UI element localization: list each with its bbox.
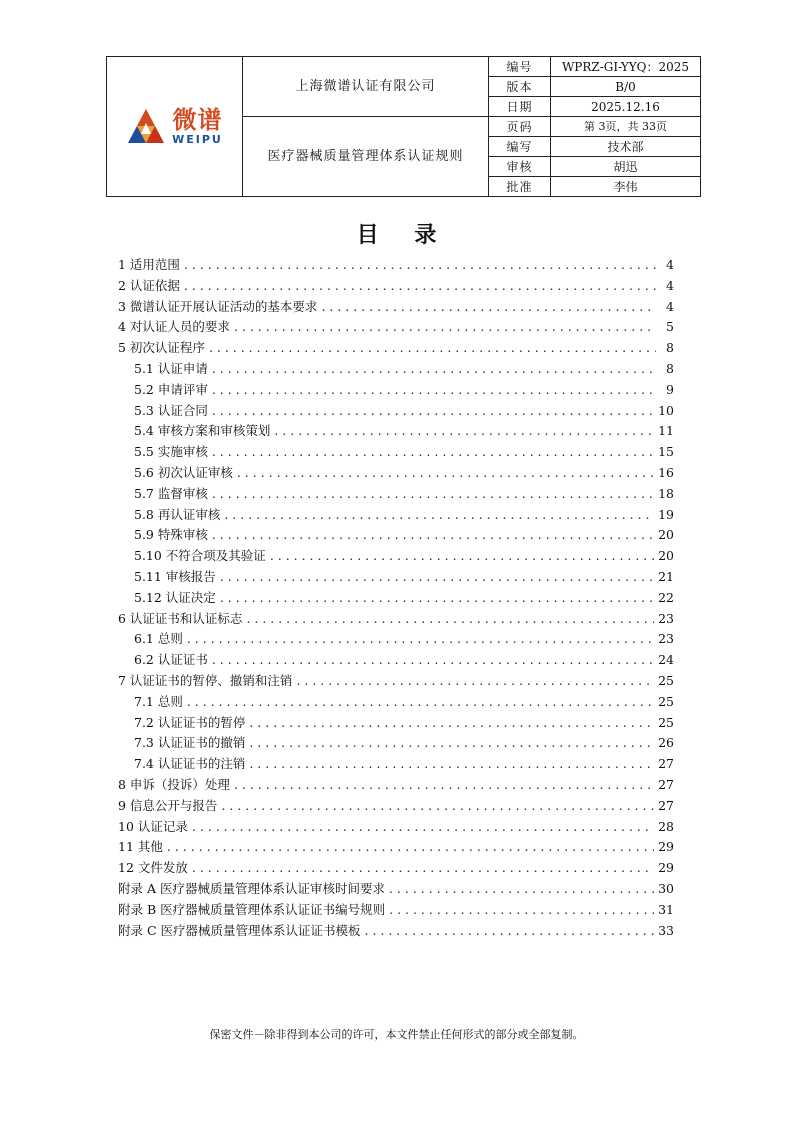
toc-entry-label: 5.1 认证申请	[134, 360, 208, 376]
toc-entry-page: 25	[658, 672, 674, 688]
toc-entry-page: 25	[658, 693, 674, 709]
toc-entry-page: 24	[658, 652, 674, 668]
toc-entry[interactable]	[118, 297, 674, 318]
table-of-contents	[118, 255, 674, 941]
toc-entry-label: 5.8 再认证审核	[134, 506, 221, 522]
toc-entry-label: 6.1 总则	[134, 631, 183, 647]
toc-dot-leader	[249, 756, 654, 771]
toc-entry[interactable]	[118, 276, 674, 297]
toc-dot-leader	[365, 923, 655, 938]
toc-dot-leader	[212, 403, 654, 418]
toc-entry-label: 11 其他	[118, 839, 163, 855]
toc-entry-page: 18	[658, 485, 674, 501]
logo-english-text: WEIPU	[172, 133, 223, 146]
field-label-author: 编写	[489, 137, 551, 157]
toc-entry-label: 8 申诉（投诉）处理	[118, 776, 230, 792]
toc-entry-page: 29	[658, 860, 674, 876]
toc-dot-leader	[389, 881, 654, 896]
toc-entry-page: 20	[658, 548, 674, 564]
toc-dot-leader	[212, 382, 656, 397]
logo-chinese-text: 微谱	[172, 106, 223, 134]
toc-entry-page: 27	[658, 797, 674, 813]
confidentiality-footer: 保密文件－除非得到本公司的许可，本文件禁止任何形式的部分或全部复制。	[209, 1028, 584, 1041]
toc-entry[interactable]	[118, 359, 674, 380]
toc-entry[interactable]	[118, 858, 674, 879]
toc-dot-leader	[220, 590, 654, 605]
toc-entry[interactable]	[118, 505, 674, 526]
field-label-date: 日期	[489, 97, 551, 117]
field-label-number: 编号	[489, 57, 551, 77]
toc-entry[interactable]	[118, 921, 674, 942]
toc-entry-page: 25	[658, 714, 674, 730]
toc-entry[interactable]	[118, 567, 674, 588]
toc-entry-page: 22	[658, 589, 674, 605]
toc-dot-leader	[184, 278, 656, 293]
toc-entry-label: 4 对认证人员的要求	[118, 319, 230, 335]
toc-dot-leader	[212, 486, 654, 501]
toc-entry[interactable]	[118, 817, 674, 838]
toc-dot-leader	[237, 465, 654, 480]
toc-dot-leader	[184, 257, 656, 272]
toc-entry-page: 23	[658, 610, 674, 626]
toc-entry[interactable]	[118, 338, 674, 359]
toc-entry[interactable]	[118, 546, 674, 567]
toc-entry-label: 附录 C 医疗器械质量管理体系认证证书模板	[118, 922, 361, 938]
toc-dot-leader	[249, 735, 654, 750]
toc-dot-leader	[234, 777, 654, 792]
toc-entry-label: 7.3 认证证书的撤销	[134, 735, 246, 751]
toc-entry-page: 16	[658, 464, 674, 480]
toc-entry[interactable]	[118, 442, 674, 463]
toc-dot-leader	[212, 527, 654, 542]
toc-dot-leader	[220, 569, 654, 584]
toc-dot-leader	[270, 548, 654, 563]
toc-entry-page: 4	[666, 298, 674, 314]
toc-entry-page: 31	[658, 901, 674, 917]
toc-entry-page: 23	[658, 631, 674, 647]
toc-dot-leader	[187, 694, 654, 709]
company-logo	[107, 107, 242, 147]
logo-cell	[107, 57, 243, 197]
toc-dot-leader	[212, 444, 654, 459]
toc-entry-label: 7 认证证书的暂停、撤销和注销	[118, 672, 293, 688]
toc-dot-leader	[192, 860, 654, 875]
toc-entry[interactable]	[118, 317, 674, 338]
toc-entry-label: 1 适用范围	[118, 257, 180, 272]
toc-entry-label: 7.4 认证证书的注销	[134, 756, 246, 772]
toc-dot-leader	[296, 673, 654, 688]
toc-entry-label: 5 初次认证程序	[118, 340, 205, 356]
toc-entry-label: 2 认证依据	[118, 277, 180, 293]
document-header-table	[106, 56, 701, 197]
toc-entry-page: 15	[658, 444, 674, 460]
toc-entry[interactable]	[118, 692, 674, 713]
toc-entry-page: 11	[658, 423, 674, 439]
toc-entry-label: 9 信息公开与报告	[118, 797, 218, 813]
toc-entry[interactable]	[118, 900, 674, 921]
toc-entry[interactable]	[118, 609, 674, 630]
toc-entry-page: 33	[658, 922, 674, 938]
toc-entry[interactable]	[118, 463, 674, 484]
company-name: 上海微谱认证有限公司	[243, 57, 489, 117]
toc-dot-leader	[209, 340, 656, 355]
toc-entry[interactable]	[118, 484, 674, 505]
toc-entry[interactable]	[118, 401, 674, 422]
toc-dot-leader	[192, 819, 654, 834]
toc-dot-leader	[187, 631, 654, 646]
field-label-approver: 批准	[489, 177, 551, 197]
toc-entry[interactable]	[118, 837, 674, 858]
toc-entry-label: 6.2 认证证书	[134, 652, 208, 668]
toc-entry[interactable]	[118, 421, 674, 442]
field-value-date: 2025.12.16	[551, 97, 701, 117]
toc-entry[interactable]	[118, 733, 674, 754]
toc-entry-page: 5	[666, 319, 674, 335]
toc-entry[interactable]	[118, 255, 674, 276]
toc-entry[interactable]	[118, 713, 674, 734]
toc-entry[interactable]	[118, 775, 674, 796]
toc-dot-leader	[389, 902, 654, 917]
toc-entry-page: 8	[666, 340, 674, 356]
toc-title: 目 录	[356, 223, 451, 248]
weipu-triangle-logo-icon	[126, 107, 166, 147]
toc-entry-label: 7.2 认证证书的暂停	[134, 714, 246, 730]
toc-entry-page: 30	[658, 880, 674, 896]
toc-entry-page: 28	[658, 818, 674, 834]
toc-dot-leader	[321, 299, 656, 314]
toc-entry-label: 3 微谱认证开展认证活动的基本要求	[118, 298, 318, 314]
toc-entry-label: 附录 A 医疗器械质量管理体系认证审核时间要求	[118, 880, 385, 896]
toc-entry[interactable]	[118, 525, 674, 546]
toc-entry-page: 10	[658, 402, 674, 418]
toc-entry-label: 7.1 总则	[134, 693, 183, 709]
toc-entry-page: 27	[658, 756, 674, 772]
toc-entry-page: 19	[658, 506, 674, 522]
toc-entry-label: 5.4 审核方案和审核策划	[134, 423, 271, 439]
toc-entry-label: 12 文件发放	[118, 860, 188, 876]
toc-entry-page: 26	[658, 735, 674, 751]
toc-entry-label: 5.7 监督审核	[134, 485, 208, 501]
toc-dot-leader	[221, 798, 654, 813]
toc-entry-label: 10 认证记录	[118, 818, 188, 834]
toc-entry-page: 27	[658, 776, 674, 792]
field-value-version: B/0	[551, 77, 701, 97]
toc-dot-leader	[212, 361, 656, 376]
field-label-version: 版本	[489, 77, 551, 97]
toc-entry-label: 5.6 初次认证审核	[134, 464, 233, 480]
toc-dot-leader	[246, 611, 654, 626]
toc-entry-label: 6 认证证书和认证标志	[118, 610, 243, 626]
toc-entry[interactable]	[118, 380, 674, 401]
toc-dot-leader	[234, 319, 656, 334]
toc-entry[interactable]	[118, 650, 674, 671]
toc-entry-label: 附录 B 医疗器械质量管理体系认证证书编号规则	[118, 901, 386, 917]
document-title: 医疗器械质量管理体系认证规则	[243, 117, 489, 197]
toc-entry-label: 5.11 审核报告	[134, 568, 216, 584]
field-value-author: 技术部	[551, 137, 701, 157]
toc-entry-label: 5.2 申请评审	[134, 381, 208, 397]
toc-dot-leader	[224, 507, 654, 522]
toc-entry[interactable]	[118, 671, 674, 692]
toc-entry[interactable]	[118, 754, 674, 775]
toc-entry-page: 8	[666, 360, 674, 376]
toc-entry[interactable]	[118, 588, 674, 609]
toc-entry-page: 21	[658, 568, 674, 584]
toc-dot-leader	[249, 715, 654, 730]
toc-entry-label: 5.12 认证决定	[134, 589, 216, 605]
toc-entry-label: 5.5 实施审核	[134, 444, 208, 460]
field-value-approver: 李伟	[551, 177, 701, 197]
toc-dot-leader	[274, 423, 654, 438]
toc-entry[interactable]	[118, 629, 674, 650]
toc-entry-label: 5.3 认证合同	[134, 402, 208, 418]
toc-entry-page: 20	[658, 527, 674, 543]
toc-entry-page: 9	[666, 381, 674, 397]
toc-entry-label: 5.9 特殊审核	[134, 527, 208, 543]
toc-dot-leader	[212, 652, 654, 667]
field-value-reviewer: 胡迅	[551, 157, 701, 177]
field-value-number: WPRZ-GI-YYQ：2025	[551, 57, 701, 77]
toc-entry[interactable]	[118, 796, 674, 817]
field-value-page: 第 3页，共 33页	[551, 117, 701, 137]
toc-entry-label: 5.10 不符合项及其验证	[134, 548, 266, 564]
toc-dot-leader	[167, 839, 654, 854]
field-label-page: 页码	[489, 117, 551, 137]
toc-entry-page: 4	[666, 257, 674, 272]
toc-entry-page: 4	[666, 277, 674, 293]
field-label-reviewer: 审核	[489, 157, 551, 177]
toc-entry-page: 29	[658, 839, 674, 855]
toc-entry[interactable]	[118, 879, 674, 900]
